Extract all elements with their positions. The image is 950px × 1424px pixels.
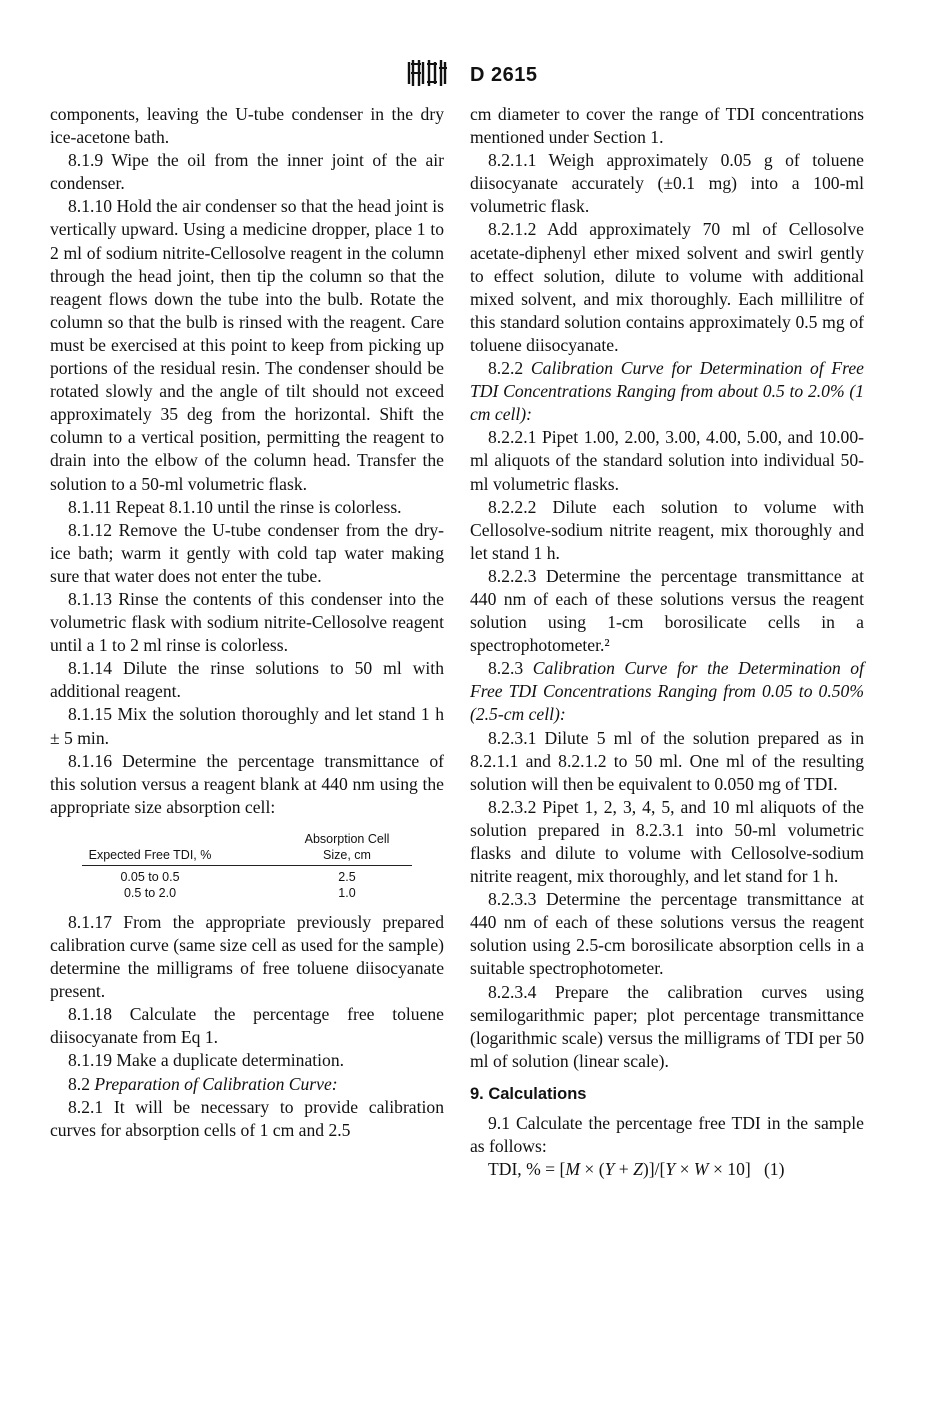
equation-variable: Z <box>633 1159 643 1180</box>
equation-variable: Y <box>665 1159 676 1180</box>
equation-number: (1) <box>763 1159 785 1180</box>
equation-part: )]/[ <box>642 1159 666 1180</box>
paragraph: components, leaving the U-tube condenser in the dry ice-acetone bath. <box>50 104 444 148</box>
right-column <box>470 103 864 1181</box>
table-cell: 0.5 to 2.0 <box>123 885 177 900</box>
section-title: Preparation of Calibration Curve: <box>94 1073 338 1094</box>
paragraph: 8.1.11 Repeat 8.1.10 until the rinse is colorless. <box>68 496 402 517</box>
paragraph: 8.1.12 Remove the U-tube condenser from the dry-ice bath; warm it gently with cold tap water making sure that water does not enter the tube. <box>50 519 444 586</box>
section-heading-8-2-2 <box>470 357 864 426</box>
section-number: 8.2 <box>68 1073 90 1094</box>
equation-part: × ( <box>580 1159 605 1180</box>
paragraph: cm diameter to cover the range of TDI concentrations mentioned under Section 1. <box>470 104 864 148</box>
table-cell: 2.5 <box>338 869 356 884</box>
paragraph: 8.2.2.1 Pipet 1.00, 2.00, 3.00, 4.00, 5.00, and 10.00-ml aliquots of the standard solution into individual 50-ml volumetric flasks. <box>470 427 864 494</box>
paragraph: 8.2.1.1 Weigh approximately 0.05 g of toluene diisocyanate accurately (±0.1 mg) into a 100-ml volumetric flask. <box>470 150 864 217</box>
section-number: 8.2.2 <box>488 358 524 379</box>
section-title: Calibration Curve for Determination of Free TDI Concentrations Ranging from about 0.5 to 2.0% (1 cm cell): <box>470 358 864 425</box>
table-rule <box>82 865 412 866</box>
paragraph: 8.2.3.3 Determine the percentage transmittance at 440 nm of each of these solutions versus the reagent solution using 2.5-cm borosilicate absorption cells in a suitable spectrophotometer. <box>470 889 864 979</box>
paragraph: 8.1.17 From the appropriate previously prepared calibration curve (same size cell as used for the sample) determine the milligrams of free toluene diisocyanate present. <box>50 911 444 1002</box>
section-title: Calibration Curve for the Determination of Free TDI Concentrations Ranging from 0.05 to 0.50% (2.5-cm cell): <box>470 658 864 725</box>
paragraph: 8.1.14 Dilute the rinse solutions to 50 ml with additional reagent. <box>50 658 444 702</box>
paragraph: 8.1.19 Make a duplicate determination. <box>68 1050 345 1071</box>
equation-part: × 10] <box>708 1159 751 1180</box>
paragraph: 8.1.18 Calculate the percentage free toluene diisocyanate from Eq 1. <box>50 1004 444 1048</box>
table-header-expected-tdi: Expected Free TDI, % <box>88 847 212 862</box>
equation-variable: Y <box>604 1159 615 1180</box>
paragraph: 8.1.15 Mix the solution thoroughly and let stand 1 h ± 5 min. <box>50 704 444 748</box>
equation-part: TDI, % = [ <box>488 1159 566 1180</box>
astm-logo-icon <box>405 58 449 90</box>
table-row <box>50 885 444 901</box>
paragraph: 8.1.16 Determine the percentage transmittance of this solution versus a reagent blank at 440 nm using the appropriate size absorption cell: <box>50 750 444 817</box>
paragraph: 8.2.2.3 Determine the percentage transmittance at 440 nm of each of these solutions versus the reagent solution using 1-cm borosilicate cells in a spectrophotometer.² <box>470 565 864 656</box>
paragraph: 8.2.3.4 Prepare the calibration curves using semilogarithmic paper; plot percentage transmittance (logarithmic scale) versus the milligrams of TDI per 50 ml of solution (linear scale). <box>470 981 864 1071</box>
section-heading-8-2 <box>50 1073 444 1096</box>
paragraph: 8.1.10 Hold the air condenser so that the head joint is vertically upward. Using a medicine dropper, place 1 to 2 ml of sodium nitrite-Cellosolve reagent in the column through the head joint, then tip the column so that the reagent flows down the tube into the bulb. Rotate the column so that the bulb is rinsed with the reagent. Care must be exercised at this point to keep from picking up portions of the residual resin. The condenser should be rotated slowly and the angle of tilt should not exceed approximately 35 deg from the horizontal. Shift the column to a vertical position, permitting the reagent to drain into the elbow of the column head. Transfer the solution to a 50-ml volumetric flask. <box>50 196 444 494</box>
equation-variable: M <box>565 1159 580 1180</box>
left-column <box>50 103 444 1142</box>
page-header <box>0 62 950 92</box>
equation-1 <box>470 1158 864 1181</box>
paragraph: 8.2.1.2 Add approximately 70 ml of Cellosolve acetate-diphenyl ether mixed solvent and swirl gently to effect solution, dilute to volume with additional mixed solvent, and mix thoroughly. Each millilitre of this standard solution contains approximately 0.5 mg of toluene diisocyanate. <box>470 219 864 355</box>
paragraph: 8.2.1 It will be necessary to provide calibration curves for absorption cells of 1 cm and 2.5 <box>50 1096 444 1140</box>
section-heading-calculations: 9. Calculations <box>470 1084 587 1103</box>
table-header-line: Absorption Cell <box>304 831 390 846</box>
paragraph: 8.2.3.1 Dilute 5 ml of the solution prepared as in 8.2.1.1 and 8.2.1.2 to 50 ml. One ml of the resulting solution will then be equivalent to 0.050 mg of TDI. <box>470 727 864 794</box>
table-header-cell-size <box>250 831 444 863</box>
paragraph: 8.2.2.2 Dilute each solution to volume with Cellosolve-sodium nitrite reagent, mix thoroughly and let stand 1 h. <box>470 496 864 563</box>
table-cell: 1.0 <box>338 885 356 900</box>
equation-part: + <box>614 1159 634 1180</box>
table-header-line: Size, cm <box>323 847 371 862</box>
equation-part: × <box>675 1159 694 1180</box>
section-heading-8-2-3 <box>470 657 864 726</box>
paragraph: 8.1.13 Rinse the contents of this condenser into the volumetric flask with sodium nitrite-Cellosolve reagent until a 1 to 2 ml rinse is colorless. <box>50 588 444 656</box>
paragraph: 8.1.9 Wipe the oil from the inner joint of the air condenser. <box>50 150 444 194</box>
paragraph: 8.2.3.2 Pipet 1, 2, 3, 4, 5, and 10 ml aliquots of the solution prepared in 8.2.3.1 into 50-ml volumetric flasks and dilute to volume with Cellosolve-sodium nitrite reagent, mix thoroughly, and let stand for 1 h. <box>470 796 864 887</box>
table-row <box>50 869 444 885</box>
table-cell: 0.05 to 0.5 <box>120 869 180 884</box>
paragraph: 9.1 Calculate the percentage free TDI in the sample as follows: <box>470 1113 864 1157</box>
absorption-cell-table <box>50 831 444 901</box>
document-number: D 2615 <box>470 64 538 86</box>
section-number: 8.2.3 <box>488 658 524 679</box>
equation-variable: W <box>693 1159 709 1180</box>
